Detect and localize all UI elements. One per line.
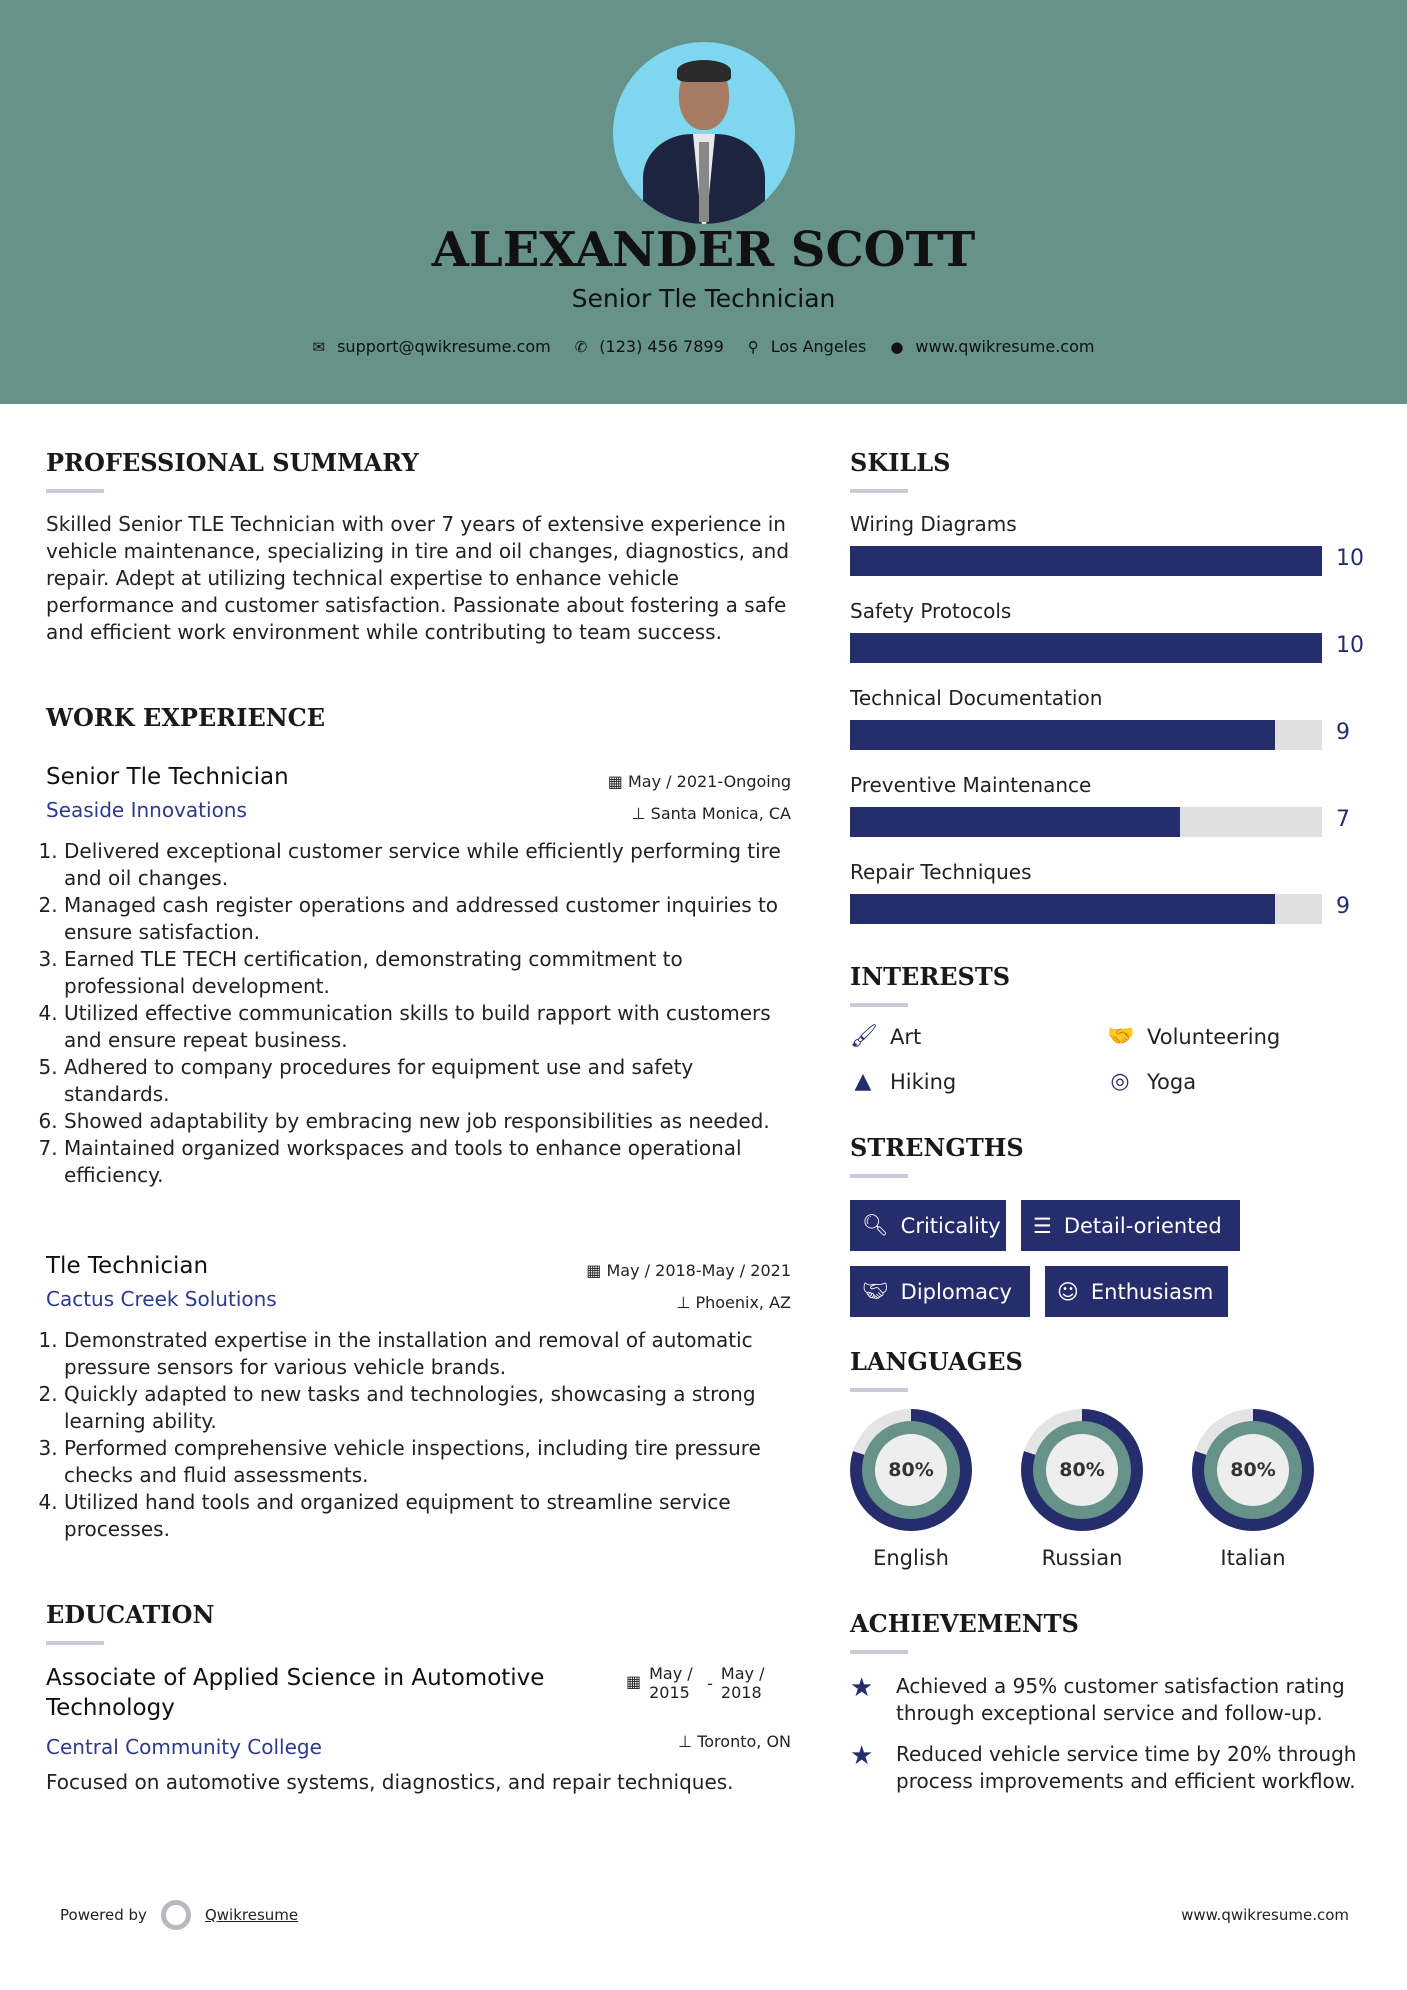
section-heading: LANGUAGES xyxy=(850,1347,1023,1376)
list-item: 1. Demonstrated expertise in the installation and removal of automatic pressure sensors for various vehicle brands. xyxy=(64,1327,791,1381)
job-dates: May / 2018-May / 2021 xyxy=(606,1261,791,1280)
section-heading: INTERESTS xyxy=(850,962,1011,991)
heading-underline xyxy=(46,489,104,493)
education-end: May / 2018 xyxy=(720,1664,765,1702)
calendar-icon: ▦ xyxy=(607,772,628,791)
skill-value: 9 xyxy=(1336,720,1350,745)
strength-chip xyxy=(1045,1266,1228,1317)
section-heading: EDUCATION xyxy=(46,1600,215,1629)
skill-name: Repair Techniques xyxy=(850,860,1032,884)
skill-bar-fill xyxy=(850,633,1322,663)
phone-icon: ✆ xyxy=(574,337,588,356)
handshake-icon: 🤝︎ xyxy=(862,1279,889,1303)
pin-icon: ⊥ xyxy=(678,1732,698,1751)
skill-bar xyxy=(850,546,1322,576)
candidate-title: Senior Tle Technician xyxy=(571,284,836,313)
interest-art xyxy=(850,1024,921,1049)
achievement-text: Achieved a 95% customer satisfaction rating through exceptional service and follow-up. xyxy=(896,1674,1345,1725)
strength-chip xyxy=(850,1266,1030,1317)
skill-value: 10 xyxy=(1336,546,1364,571)
job-location: Santa Monica, CA xyxy=(650,804,791,823)
interest-yoga xyxy=(1107,1069,1196,1094)
section-heading: SKILLS xyxy=(850,448,951,477)
header xyxy=(0,0,1407,404)
section-heading: STRENGTHS xyxy=(850,1133,1024,1162)
skill-bar-fill xyxy=(850,546,1322,576)
job-entry xyxy=(46,764,791,1189)
skill-name: Preventive Maintenance xyxy=(850,773,1092,797)
skill-bar-fill xyxy=(850,807,1180,837)
achievements-section xyxy=(850,1609,1370,1793)
heading-underline xyxy=(850,1388,908,1392)
tree-icon: ▲ xyxy=(854,1069,872,1094)
list-item: 2. Quickly adapted to new tasks and technologies, showcasing a strong learning ability. xyxy=(64,1381,791,1435)
skill-name: Safety Protocols xyxy=(850,599,1012,623)
search-icon: 🔍︎ xyxy=(862,1213,889,1237)
contact-phone: (123) 456 7899 xyxy=(599,337,724,356)
language-name: Italian xyxy=(1220,1546,1286,1570)
job-title: Senior Tle Technician xyxy=(46,764,289,790)
envelope-icon: ✉ xyxy=(312,337,326,356)
map-marker-icon: ⚲ xyxy=(747,337,759,356)
language-name: English xyxy=(873,1546,949,1570)
interest-volunteering xyxy=(1107,1024,1280,1049)
education-location: Toronto, ON xyxy=(697,1732,791,1751)
contact-bar xyxy=(0,337,1407,356)
skill-value: 7 xyxy=(1336,807,1350,832)
strength-label: Enthusiasm xyxy=(1090,1279,1214,1304)
experience-section xyxy=(46,703,791,748)
language-percent: 80% xyxy=(1046,1434,1118,1506)
heading-underline xyxy=(850,1174,908,1178)
education-description: Focused on automotive systems, diagnostics, and repair techniques. xyxy=(46,1770,734,1794)
strengths-section xyxy=(850,1133,1370,1333)
list-item: 2. Managed cash register operations and addressed customer inquiries to ensure satisfaction. xyxy=(64,892,791,946)
calendar-icon: ▦ xyxy=(626,1672,642,1691)
skill-bar xyxy=(850,807,1322,837)
strength-label: Criticality xyxy=(900,1213,1001,1238)
skill-item xyxy=(850,773,1370,853)
language-donut xyxy=(850,1409,972,1531)
job-company: Seaside Innovations xyxy=(46,798,247,822)
interest-hiking xyxy=(850,1069,956,1094)
job-company: Cactus Creek Solutions xyxy=(46,1287,277,1311)
school-name: Central Community College xyxy=(46,1735,322,1759)
job-dates: May / 2021-Ongoing xyxy=(628,772,791,791)
skills-section xyxy=(850,448,1370,919)
job-bullets xyxy=(46,838,791,1189)
smile-icon: ☺ xyxy=(1057,1279,1079,1304)
job-title: Tle Technician xyxy=(46,1253,209,1279)
section-heading: PROFESSIONAL SUMMARY xyxy=(46,448,419,477)
contact-website[interactable]: www.qwikresume.com xyxy=(915,337,1095,356)
pin-icon: ⊥ xyxy=(676,1293,696,1312)
skill-value: 10 xyxy=(1336,633,1364,658)
skill-item xyxy=(850,686,1370,766)
skill-bar xyxy=(850,633,1322,663)
calendar-icon: ▦ xyxy=(586,1261,607,1280)
language-percent: 80% xyxy=(875,1434,947,1506)
skill-item xyxy=(850,599,1370,679)
heading-underline xyxy=(850,489,908,493)
list-item: 3. Performed comprehensive vehicle inspections, including tire pressure checks and fluid assessments. xyxy=(64,1435,791,1489)
life-ring-icon: ◎ xyxy=(1110,1069,1130,1094)
footer-website[interactable]: www.qwikresume.com xyxy=(1181,1906,1349,1924)
interest-label: Yoga xyxy=(1147,1069,1197,1094)
skill-name: Wiring Diagrams xyxy=(850,512,1017,536)
language-name: Russian xyxy=(1041,1546,1123,1570)
heading-underline xyxy=(850,1650,908,1654)
list-item: 4. Utilized effective communication skills to build rapport with customers and ensure repeat business. xyxy=(64,1000,791,1054)
strength-chip xyxy=(1021,1200,1240,1251)
qwikresume-logo-icon xyxy=(161,1900,191,1930)
section-heading: WORK EXPERIENCE xyxy=(46,703,326,732)
job-bullets xyxy=(46,1327,791,1543)
skill-item xyxy=(850,512,1370,592)
job-entry xyxy=(46,1253,791,1543)
skill-bar xyxy=(850,894,1322,924)
list-item: 7. Maintained organized workspaces and tools to enhance operational efficiency. xyxy=(64,1135,791,1189)
list-item: 3. Earned TLE TECH certification, demonstrating commitment to professional development. xyxy=(64,946,791,1000)
job-location: Phoenix, AZ xyxy=(695,1293,791,1312)
interest-label: Art xyxy=(890,1024,922,1049)
profile-photo xyxy=(613,42,795,224)
achievement-text: Reduced vehicle service time by 20% through process improvements and efficient workflow. xyxy=(896,1742,1357,1793)
pin-icon: ⊥ xyxy=(631,804,651,823)
candidate-name: ALEXANDER SCOTT xyxy=(431,222,976,278)
skill-value: 9 xyxy=(1336,894,1350,919)
skill-bar-fill xyxy=(850,894,1275,924)
degree-title: Associate of Applied Science in Automotive Technology xyxy=(46,1665,545,1721)
powered-by-label: Powered by xyxy=(60,1906,147,1924)
contact-location: Los Angeles xyxy=(770,337,867,356)
strength-label: Diplomacy xyxy=(900,1279,1012,1304)
interests-section xyxy=(850,962,1370,1094)
education-start: May / 2015 xyxy=(649,1664,693,1702)
language-percent: 80% xyxy=(1217,1434,1289,1506)
languages-section xyxy=(850,1347,1370,1587)
heading-underline xyxy=(46,1641,104,1645)
skill-bar-fill xyxy=(850,720,1275,750)
achievement-item xyxy=(850,1673,1360,1727)
strength-chip xyxy=(850,1200,1006,1251)
interest-label: Volunteering xyxy=(1147,1024,1281,1049)
list-item: 1. Delivered exceptional customer service while efficiently performing tire and oil changes. xyxy=(64,838,791,892)
strength-label: Detail-oriented xyxy=(1063,1213,1222,1238)
star-icon: ★ xyxy=(850,1673,874,1703)
paintbrush-icon: 🖌 xyxy=(850,1024,878,1049)
contact-email[interactable]: support@qwikresume.com xyxy=(337,337,551,356)
list-item: 5. Adhered to company procedures for equipment use and safety standards. xyxy=(64,1054,791,1108)
education-section xyxy=(46,1600,791,1796)
skill-bar xyxy=(850,720,1322,750)
language-donut xyxy=(1192,1409,1314,1531)
interest-label: Hiking xyxy=(890,1069,957,1094)
handshake-icon: 🤝 xyxy=(1107,1024,1135,1049)
list-item: 6. Showed adaptability by embracing new job responsibilities as needed. xyxy=(64,1108,791,1135)
summary-text: Skilled Senior TLE Technician with over 7 years of extensive experience in vehicle maintenance, specializing in tire and oil changes, diagnostics, and repair. Adept at utilizing technical expertise to enhance vehicle performance and customer satisfaction. Passionate about fostering a safe and efficient work environment while contributing to team success. xyxy=(46,512,790,644)
skill-item xyxy=(850,860,1370,940)
star-icon: ★ xyxy=(850,1741,874,1771)
summary-section xyxy=(46,448,791,646)
skill-name: Technical Documentation xyxy=(850,686,1103,710)
heading-underline xyxy=(850,1003,908,1007)
list-item: 4. Utilized hand tools and organized equipment to streamline service processes. xyxy=(64,1489,791,1543)
achievement-item xyxy=(850,1741,1360,1795)
globe-icon: ● xyxy=(890,337,904,356)
language-donut xyxy=(1021,1409,1143,1531)
date-separator: - xyxy=(707,1674,713,1693)
section-heading: ACHIEVEMENTS xyxy=(850,1609,1079,1638)
footer-powered-by xyxy=(60,1900,298,1930)
brand-link[interactable]: Qwikresume xyxy=(204,1906,299,1924)
list-icon: ☰ xyxy=(1033,1213,1052,1238)
